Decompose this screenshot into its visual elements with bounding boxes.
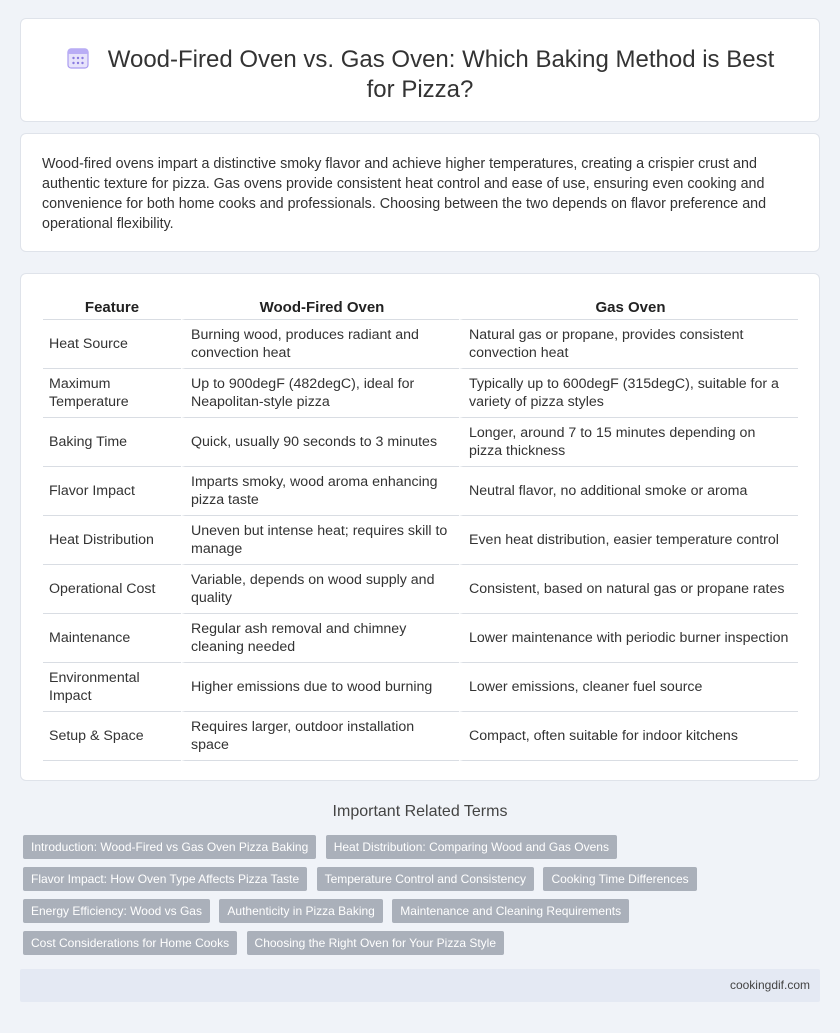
wood-cell: Requires larger, outdoor installation space — [181, 712, 459, 761]
title-wrap — [51, 45, 789, 105]
related-term-tag[interactable]: Introduction: Wood-Fired vs Gas Oven Pizza Baking — [23, 835, 316, 859]
wood-cell: Quick, usually 90 seconds to 3 minutes — [181, 418, 459, 467]
related-term-tag[interactable]: Maintenance and Cleaning Requirements — [392, 899, 629, 923]
feature-cell: Operational Cost — [43, 565, 181, 614]
gas-cell: Typically up to 600degF (315degC), suitable for a variety of pizza styles — [459, 369, 798, 418]
feature-cell: Setup & Space — [43, 712, 181, 761]
related-terms-list — [23, 835, 823, 963]
related-term-tag[interactable]: Temperature Control and Consistency — [317, 867, 534, 891]
header-feature: Feature — [43, 296, 181, 320]
table-row — [43, 467, 798, 516]
feature-cell: Heat Source — [43, 320, 181, 369]
feature-cell: Flavor Impact — [43, 467, 181, 516]
wood-cell: Higher emissions due to wood burning — [181, 663, 459, 712]
page-title: Wood-Fired Oven vs. Gas Oven: Which Baking Method is Best for Pizza? — [107, 46, 775, 103]
gas-cell: Lower emissions, cleaner fuel source — [459, 663, 798, 712]
gas-cell: Even heat distribution, easier temperature control — [459, 516, 798, 565]
feature-cell: Environmental Impact — [43, 663, 181, 712]
gas-cell: Longer, around 7 to 15 minutes depending on pizza thickness — [459, 418, 798, 467]
title-card — [20, 18, 820, 122]
table-row — [43, 320, 798, 369]
feature-cell: Maintenance — [43, 614, 181, 663]
comparison-table — [43, 296, 798, 761]
gas-cell: Natural gas or propane, provides consistent convection heat — [459, 320, 798, 369]
gas-cell: Compact, often suitable for indoor kitchens — [459, 712, 798, 761]
wood-cell: Variable, depends on wood supply and quality — [181, 565, 459, 614]
comparison-table-card — [20, 273, 820, 781]
related-term-tag[interactable]: Choosing the Right Oven for Your Pizza Style — [247, 931, 504, 955]
header-wood-fired: Wood-Fired Oven — [181, 296, 459, 320]
intro-paragraph: Wood-fired ovens impart a distinctive smoky flavor and achieve higher temperatures, creating a crispier crust and authentic texture for pizza. Gas ovens provide consistent heat control and ease of use, ensuring even cooking and convenience for both home cooks and professionals. Choosing between the two depends on flavor preference and operational flexibility. — [42, 156, 767, 232]
wood-cell: Burning wood, produces radiant and convection heat — [181, 320, 459, 369]
related-term-tag[interactable]: Energy Efficiency: Wood vs Gas — [23, 899, 210, 923]
wood-cell: Up to 900degF (482degC), ideal for Neapolitan-style pizza — [181, 369, 459, 418]
table-row — [43, 614, 798, 663]
wood-cell: Imparts smoky, wood aroma enhancing pizza taste — [181, 467, 459, 516]
table-header-row — [43, 296, 798, 320]
footer-site-link[interactable]: cookingdif.com — [729, 978, 810, 992]
related-term-tag[interactable]: Authenticity in Pizza Baking — [219, 899, 382, 923]
gas-cell: Lower maintenance with periodic burner inspection — [459, 614, 798, 663]
header-gas: Gas Oven — [459, 296, 798, 320]
table-row — [43, 516, 798, 565]
intro-card — [20, 133, 820, 252]
related-term-tag[interactable]: Cost Considerations for Home Cooks — [23, 931, 237, 955]
table-row — [43, 663, 798, 712]
related-term-tag[interactable]: Flavor Impact: How Oven Type Affects Pizza Taste — [23, 867, 307, 891]
gas-cell: Neutral flavor, no additional smoke or aroma — [459, 467, 798, 516]
related-term-tag[interactable]: Cooking Time Differences — [543, 867, 696, 891]
table-row — [43, 565, 798, 614]
feature-cell: Heat Distribution — [43, 516, 181, 565]
related-terms-heading: Important Related Terms — [332, 803, 508, 820]
gas-cell: Consistent, based on natural gas or propane rates — [459, 565, 798, 614]
related-term-tag[interactable]: Heat Distribution: Comparing Wood and Gas Ovens — [326, 835, 617, 859]
feature-cell: Maximum Temperature — [43, 369, 181, 418]
table-row — [43, 418, 798, 467]
footer — [20, 969, 820, 1002]
table-row — [43, 369, 798, 418]
table-row — [43, 712, 798, 761]
wood-cell: Regular ash removal and chimney cleaning needed — [181, 614, 459, 663]
calendar-icon — [66, 46, 90, 70]
wood-cell: Uneven but intense heat; requires skill to manage — [181, 516, 459, 565]
feature-cell: Baking Time — [43, 418, 181, 467]
